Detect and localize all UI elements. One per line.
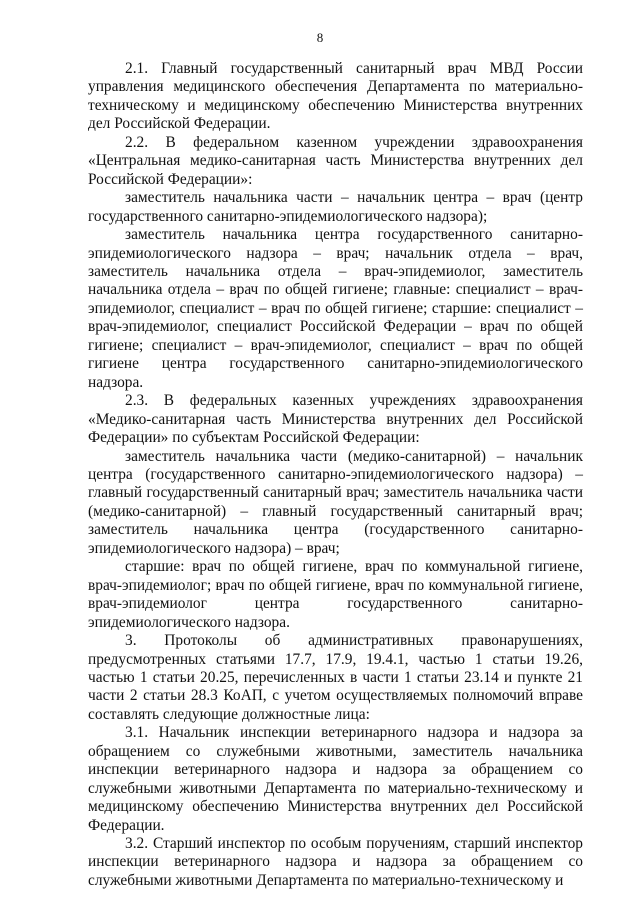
list-item: старшие: врач по общей гигиене, врач по коммунальной гигиене, врач-эпидемиолог; врач по общей гигиене, врач по коммунальной гигиене, врач-эпидемиолог центра государственного санитарно-эпидемиологического надзора.: [88, 558, 583, 631]
list-item: заместитель начальника части (медико-санитарной) – начальник центра (государственного санитарно-эпидемиологического надзора) – главный государственный санитарный врач; заместитель начальника части (медико-санитарной) – главный государственный санитарный врач; заместитель начальника центра (государственного санитарно-эпидемиологического надзора) – врач;: [88, 447, 583, 557]
paragraph-3-2: 3.2. Старший инспектор по особым поручениям, старший инспектор инспекции ветеринарного надзора и надзора за обращением со служебными животными Департамента по материально-техническому и: [88, 835, 583, 889]
list-item: заместитель начальника части – начальник центра – врач (центр государственного санитарно-эпидемиологического надзора);: [88, 189, 583, 225]
document-body: [88, 60, 583, 890]
paragraph-2-2: 2.2. В федеральном казенном учреждении здравоохранения «Центральная медико-санитарная часть Министерства внутренних дел Российской Федерации»:: [88, 133, 583, 188]
list-item: заместитель начальника центра государственного санитарно-эпидемиологического надзора – врач; начальник отдела – врач, заместитель начальника отдела – врач-эпидемиолог, заместитель начальника отдела – врач по общей гигиене; главные: специалист – врач-эпидемиолог, специалист – врач по общей гигиене; старшие: специалист – врач-эпидемиолог, специалист Российской Федерации – врач по общей гигиене; специалист – врач-эпидемиолог, специалист – врач по общей гигиене центра государственного санитарно-эпидемиологического надзора.: [88, 226, 583, 391]
paragraph-3: 3. Протоколы об административных правонарушениях, предусмотренных статьями 17.7, 17.9, 19.4.1, частью 1 статьи 19.26, частью 1 статьи 20.25, перечисленных в части 1 статьи 23.14 и пункте 21 части 2 статьи 28.3 КоАП, с учетом осуществляемых полномочий вправе составлять следующие должностные лица:: [88, 632, 583, 723]
paragraph-3-1: 3.1. Начальник инспекции ветеринарного надзора и надзора за обращением со служебными животными, заместитель начальника инспекции ветеринарного надзора и надзора за обращением со служебными животными Департамента по материально-техническому и медицинскому обеспечению Министерства внутренних дел Российской Федерации.: [88, 724, 583, 834]
paragraph-2-1: 2.1. Главный государственный санитарный врач МВД России управления медицинского обеспечения Департамента по материально-техническому и медицинскому обеспечению Министерства внутренних дел Российской Федерации.: [88, 60, 583, 133]
page-number: 8: [316, 30, 324, 45]
paragraph-2-3: 2.3. В федеральных казенных учреждениях здравоохранения «Медико-санитарная часть Министерства внутренних дел Российской Федерации» по субъектам Российской Федерации:: [88, 392, 583, 447]
